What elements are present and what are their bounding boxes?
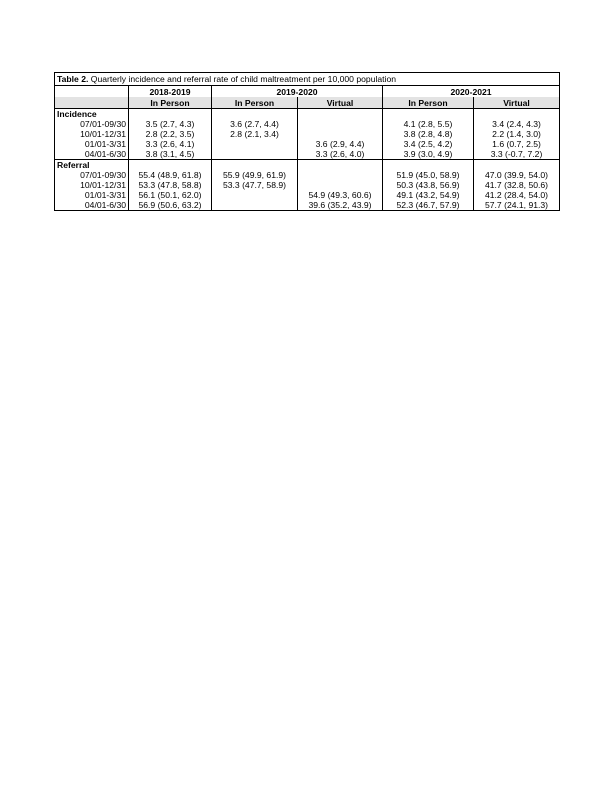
col-header-2019-in-person: In Person (212, 97, 298, 109)
table-cell: 51.9 (45.0, 58.9) (383, 170, 474, 180)
section-blank-cell (212, 160, 298, 171)
year-header-row (55, 86, 560, 98)
year-header-2019: 2019-2020 (212, 86, 383, 98)
section-blank-cell (298, 109, 383, 120)
table-cell: 3.6 (2.9, 4.4) (298, 139, 383, 149)
table-cell: 3.3 (-0.7, 7.2) (474, 149, 560, 160)
section-blank-cell (129, 160, 212, 171)
table-cell (212, 190, 298, 200)
table-cell (298, 119, 383, 129)
table-cell: 39.6 (35.2, 43.9) (298, 200, 383, 211)
header-blank (55, 97, 129, 109)
table-caption-row (55, 73, 560, 86)
table-cell: 54.9 (49.3, 60.6) (298, 190, 383, 200)
table-row (55, 139, 560, 149)
row-label: 01/01-3/31 (55, 190, 129, 200)
row-label: 10/01-12/31 (55, 180, 129, 190)
year-header-2020: 2020-2021 (383, 86, 560, 98)
table-cell: 2.8 (2.2, 3.5) (129, 129, 212, 139)
row-label: 07/01-09/30 (55, 119, 129, 129)
year-header-2018: 2018-2019 (129, 86, 212, 98)
section-header-row (55, 109, 560, 120)
section-blank-cell (474, 109, 560, 120)
table-cell: 50.3 (43.8, 56.9) (383, 180, 474, 190)
table-row (55, 129, 560, 139)
section-blank-cell (212, 109, 298, 120)
table-cell: 55.9 (49.9, 61.9) (212, 170, 298, 180)
table-cell: 3.8 (2.8, 4.8) (383, 129, 474, 139)
table-cell (298, 180, 383, 190)
table-cell (212, 139, 298, 149)
table-cell: 3.3 (2.6, 4.0) (298, 149, 383, 160)
section-title: Incidence (55, 109, 129, 120)
table-cell: 56.9 (50.6, 63.2) (129, 200, 212, 211)
table-cell (298, 129, 383, 139)
table-cell: 3.8 (3.1, 4.5) (129, 149, 212, 160)
section-blank-cell (298, 160, 383, 171)
row-label: 01/01-3/31 (55, 139, 129, 149)
table-cell: 1.6 (0.7, 2.5) (474, 139, 560, 149)
column-header-row (55, 97, 560, 109)
row-label: 07/01-09/30 (55, 170, 129, 180)
table-cell: 52.3 (46.7, 57.9) (383, 200, 474, 211)
col-header-2020-virtual: Virtual (474, 97, 560, 109)
table-cell: 3.4 (2.4, 4.3) (474, 119, 560, 129)
table-cell: 53.3 (47.7, 58.9) (212, 180, 298, 190)
col-header-2020-in-person: In Person (383, 97, 474, 109)
row-label: 04/01-6/30 (55, 200, 129, 211)
table-cell: 3.6 (2.7, 4.4) (212, 119, 298, 129)
header-blank (55, 86, 129, 98)
section-title: Referral (55, 160, 129, 171)
caption-text: Quarterly incidence and referral rate of child maltreatment per 10,000 population (88, 74, 397, 84)
col-header-2018-in-person: In Person (129, 97, 212, 109)
section-blank-cell (474, 160, 560, 171)
table-cell: 2.2 (1.4, 3.0) (474, 129, 560, 139)
table-cell: 3.5 (2.7, 4.3) (129, 119, 212, 129)
table-cell: 41.2 (28.4, 54.0) (474, 190, 560, 200)
table-cell: 57.7 (24.1, 91.3) (474, 200, 560, 211)
table-cell: 2.8 (2.1, 3.4) (212, 129, 298, 139)
maltreatment-table (54, 72, 560, 211)
section-blank-cell (383, 160, 474, 171)
col-header-2019-virtual: Virtual (298, 97, 383, 109)
table-row (55, 149, 560, 160)
table-cell: 55.4 (48.9, 61.8) (129, 170, 212, 180)
table-cell: 4.1 (2.8, 5.5) (383, 119, 474, 129)
table-cell: 49.1 (43.2, 54.9) (383, 190, 474, 200)
table-cell: 53.3 (47.8, 58.8) (129, 180, 212, 190)
table-row (55, 119, 560, 129)
section-header-row (55, 160, 560, 171)
table-caption (55, 73, 560, 86)
caption-label: Table 2. (57, 74, 89, 84)
table-cell: 3.3 (2.6, 4.1) (129, 139, 212, 149)
table-cell: 47.0 (39.9, 54.0) (474, 170, 560, 180)
table-cell: 56.1 (50.1, 62.0) (129, 190, 212, 200)
table-cell: 3.4 (2.5, 4.2) (383, 139, 474, 149)
row-label: 10/01-12/31 (55, 129, 129, 139)
table-cell (298, 170, 383, 180)
section-blank-cell (383, 109, 474, 120)
section-blank-cell (129, 109, 212, 120)
table-row (55, 200, 560, 211)
table-cell (212, 149, 298, 160)
table-cell: 3.9 (3.0, 4.9) (383, 149, 474, 160)
table-row (55, 180, 560, 190)
table-row (55, 170, 560, 180)
table-row (55, 190, 560, 200)
row-label: 04/01-6/30 (55, 149, 129, 160)
table-cell: 41.7 (32.8, 50.6) (474, 180, 560, 190)
table-cell (212, 200, 298, 211)
